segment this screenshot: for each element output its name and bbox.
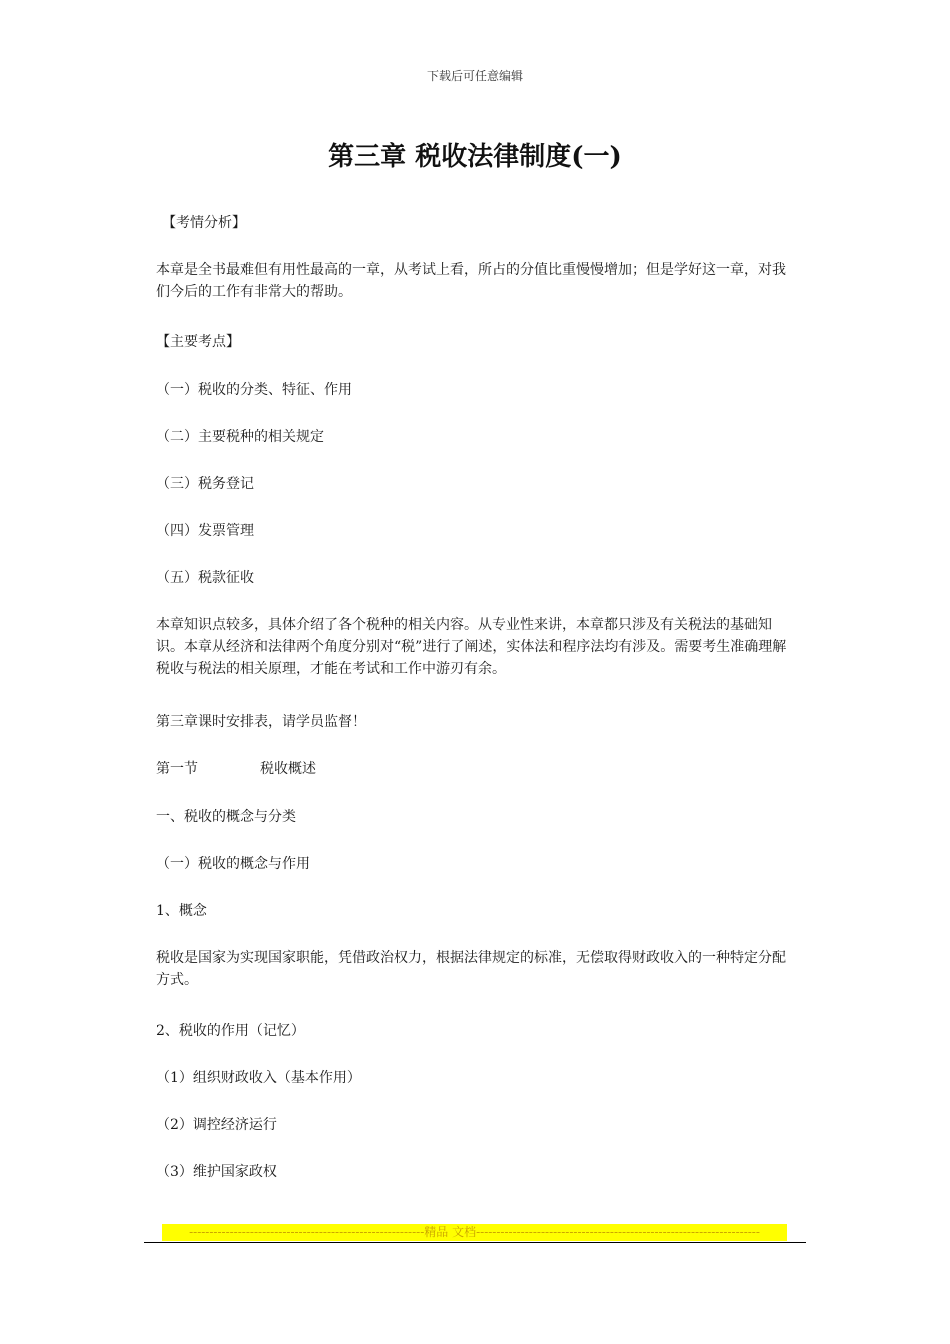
definition-paragraph: 税收是国家为实现国家职能，凭借政治权力，根据法律规定的标准，无偿取得财政收入的一种特定分配方式。 <box>156 950 786 988</box>
subsection-heading: （一）税收的概念与作用 <box>156 856 310 872</box>
chapter-title: 第三章 税收法律制度(一) <box>328 142 622 172</box>
point-heading: 2、税收的作用（记忆） <box>156 1023 305 1039</box>
section-name: 税收概述 <box>260 761 316 777</box>
intro-paragraph: 本章是全书最难但有用性最高的一章，从考试上看，所占的分值比重慢慢增加；但是学好这一章，对我们今后的工作有非常大的帮助。 <box>156 262 786 300</box>
key-points-heading: 【主要考点】 <box>156 334 240 350</box>
key-point-item: （二）主要税种的相关规定 <box>156 429 324 445</box>
page-header-note: 下载后可任意编辑 <box>426 69 523 83</box>
footer-label: 精品 文档 <box>424 1225 477 1239</box>
schedule-note: 第三章课时安排表，请学员监督！ <box>156 714 366 730</box>
point-heading: 1、概念 <box>156 903 207 919</box>
footer-banner <box>162 1224 787 1241</box>
subsection-heading: 一、税收的概念与分类 <box>156 809 296 825</box>
key-point-item: （一）税收的分类、特征、作用 <box>156 382 352 398</box>
key-point-item: （五）税款征收 <box>156 570 254 586</box>
key-point-item: （四）发票管理 <box>156 523 254 539</box>
footer-dashes-right: ---------------------------------------------------------------------- <box>476 1225 760 1239</box>
footer-dashes-left: ---------------------------------------------------------- <box>189 1225 425 1239</box>
section-heading <box>156 758 796 780</box>
function-item: （3）维护国家政权 <box>156 1164 277 1180</box>
exam-analysis-heading: 【考情分析】 <box>162 215 246 231</box>
function-item: （1）组织财政收入（基本作用） <box>156 1070 361 1086</box>
section-number: 第一节 <box>156 761 198 777</box>
function-item: （2）调控经济运行 <box>156 1117 277 1133</box>
footer-rule <box>144 1242 806 1243</box>
key-point-item: （三）税务登记 <box>156 476 254 492</box>
chapter-summary-paragraph: 本章知识点较多，具体介绍了各个税种的相关内容。从专业性来讲，本章都只涉及有关税法的基础知识。本章从经济和法律两个角度分别对“税”进行了阐述，实体法和程序法均有涉及。需要考生准确理解税收与税法的相关原理，才能在考试和工作中游刃有余。 <box>156 617 787 677</box>
